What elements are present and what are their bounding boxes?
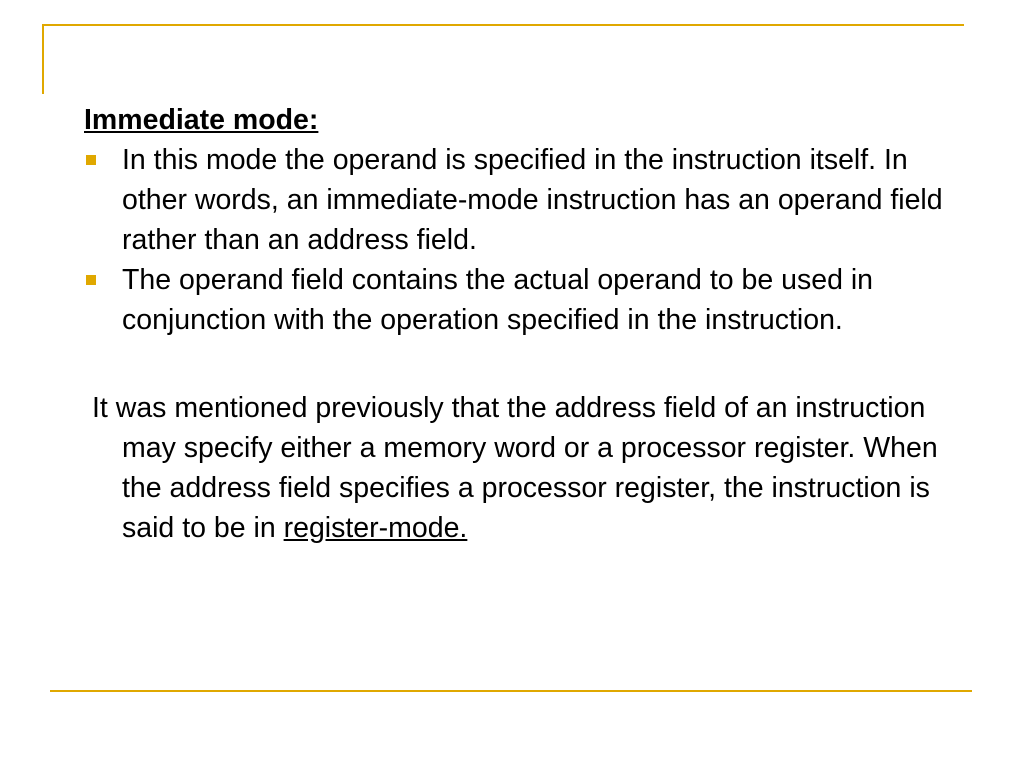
register-mode-paragraph bbox=[92, 388, 964, 548]
bullet-item-2 bbox=[84, 260, 964, 340]
section-heading: Immediate mode: bbox=[84, 104, 319, 136]
paragraph-text: It was mentioned previously that the address field of an instruction may specify either a memory word or a processor register. When the address field specifies a processor register, the instruction is said to be in bbox=[92, 392, 938, 544]
bullet-text-1: In this mode the operand is specified in the instruction itself. In other words, an immediate-mode instruction has an operand field rather than an address field. bbox=[122, 144, 943, 256]
slide-content bbox=[84, 100, 964, 577]
bottom-decorative-rule bbox=[50, 690, 972, 692]
bullet-text-2: The operand field contains the actual operand to be used in conjunction with the operation specified in the instruction. bbox=[122, 264, 874, 336]
bullet-list bbox=[84, 140, 964, 340]
register-mode-term: register-mode. bbox=[283, 512, 468, 544]
square-bullet-icon bbox=[86, 275, 96, 285]
square-bullet-icon bbox=[86, 155, 96, 165]
bullet-item-1 bbox=[84, 140, 964, 260]
top-decorative-rule bbox=[42, 24, 964, 26]
left-decorative-rule bbox=[42, 24, 44, 94]
